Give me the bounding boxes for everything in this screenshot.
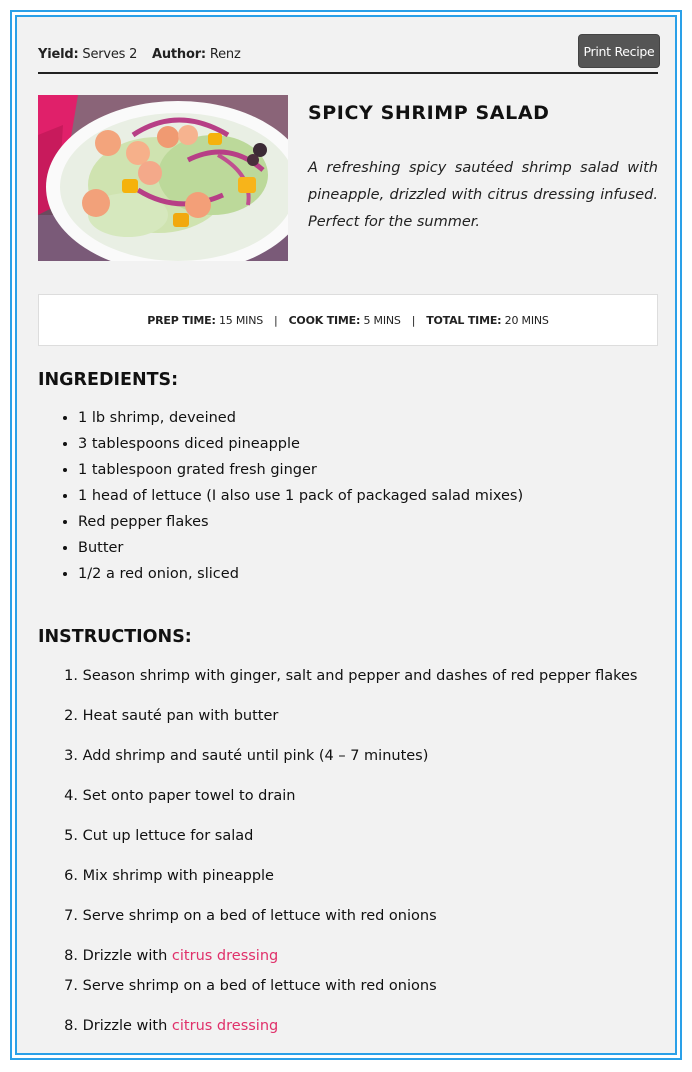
- ingredient-item: • 1 lb shrimp, deveined: [78, 405, 523, 431]
- step-number: 8.: [64, 1018, 78, 1034]
- cook-time-label: COOK TIME:: [288, 313, 361, 327]
- instruction-step: [38, 668, 637, 684]
- yield-label: Yield:: [38, 47, 79, 62]
- total-time-value: 20 MINS: [504, 313, 549, 327]
- instruction-step: [38, 828, 253, 844]
- ingredient-item: • 1/2 a red onion, sliced: [78, 561, 523, 587]
- recipe-card-outer-border: [10, 10, 682, 1060]
- step-text: Drizzle with: [82, 948, 172, 964]
- citrus-dressing-link[interactable]: citrus dressing: [171, 1018, 279, 1034]
- print-recipe-button[interactable]: Print Recipe: [578, 34, 660, 68]
- instruction-step: [38, 788, 295, 804]
- ingredient-item: • 1 head of lettuce (I also use 1 pack of packaged salad mixes): [78, 483, 523, 509]
- time-separator: |: [411, 313, 416, 327]
- author: [152, 47, 241, 62]
- step-text: Heat sauté pan with butter: [82, 708, 279, 724]
- step-text: Serve shrimp on a bed of lettuce with red onions: [82, 908, 437, 924]
- step-number: 8.: [64, 948, 78, 964]
- ingredient-item: • Red pepper flakes: [78, 509, 523, 535]
- step-number: 3.: [64, 748, 78, 764]
- prep-time: [147, 314, 263, 327]
- instruction-step: [38, 708, 278, 724]
- step-number: 5.: [64, 828, 78, 844]
- prep-time-value: 15 MINS: [219, 313, 264, 327]
- time-separator: |: [274, 313, 278, 327]
- step-text: Mix shrimp with pineapple: [82, 868, 274, 884]
- step-text: Drizzle with: [82, 1018, 172, 1034]
- step-text: Add shrimp and sauté until pink (4 – 7 minutes): [82, 748, 429, 764]
- author-label: Author:: [152, 47, 206, 62]
- instructions-heading: INSTRUCTIONS:: [38, 627, 192, 647]
- citrus-dressing-link[interactable]: citrus dressing: [171, 948, 279, 964]
- step-number: 7.: [64, 978, 78, 994]
- step-text: Season shrimp with ginger, salt and pepper and dashes of red pepper flakes: [82, 668, 638, 684]
- step-number: 7.: [64, 908, 78, 924]
- recipe-meta: [38, 47, 241, 62]
- recipe-description: A refreshing spicy sautéed shrimp salad with pineapple, drizzled with citrus dressing infused. Perfect for the summer.: [308, 160, 658, 230]
- cook-time: [289, 314, 401, 327]
- ingredients-heading: INGREDIENTS:: [38, 370, 179, 390]
- total-time-label: TOTAL TIME:: [426, 313, 502, 327]
- yield-value: Serves 2: [82, 47, 138, 62]
- ingredient-item: • Butter: [78, 535, 523, 561]
- cook-time-value: 5 MINS: [363, 313, 401, 327]
- step-text: Serve shrimp on a bed of lettuce with red onions: [82, 978, 437, 994]
- recipe-times: [38, 294, 658, 346]
- step-number: 6.: [64, 868, 78, 884]
- instruction-step: [38, 978, 437, 994]
- prep-time-label: PREP TIME:: [147, 313, 216, 327]
- instruction-step: [38, 868, 274, 884]
- recipe-card: [15, 15, 677, 1055]
- header-divider: [38, 72, 658, 74]
- instruction-step: [38, 908, 437, 924]
- salad-photo: [38, 95, 288, 261]
- step-text: Set onto paper towel to drain: [82, 788, 296, 804]
- instruction-step: [38, 748, 428, 764]
- recipe-title: SPICY SHRIMP SALAD: [308, 102, 550, 124]
- instruction-step: [38, 1018, 278, 1034]
- salad-photo-image: [38, 95, 288, 261]
- step-number: 1.: [64, 668, 78, 684]
- step-number: 2.: [64, 708, 78, 724]
- total-time: [426, 314, 548, 327]
- step-number: 4.: [64, 788, 78, 804]
- yield: [38, 47, 137, 62]
- instruction-step: [38, 948, 278, 964]
- step-text: Cut up lettuce for salad: [82, 828, 254, 844]
- ingredients-list: [38, 405, 523, 587]
- ingredient-item: • 3 tablespoons diced pineapple: [78, 431, 523, 457]
- author-value: Renz: [209, 47, 241, 62]
- ingredient-item: • 1 tablespoon grated fresh ginger: [78, 457, 523, 483]
